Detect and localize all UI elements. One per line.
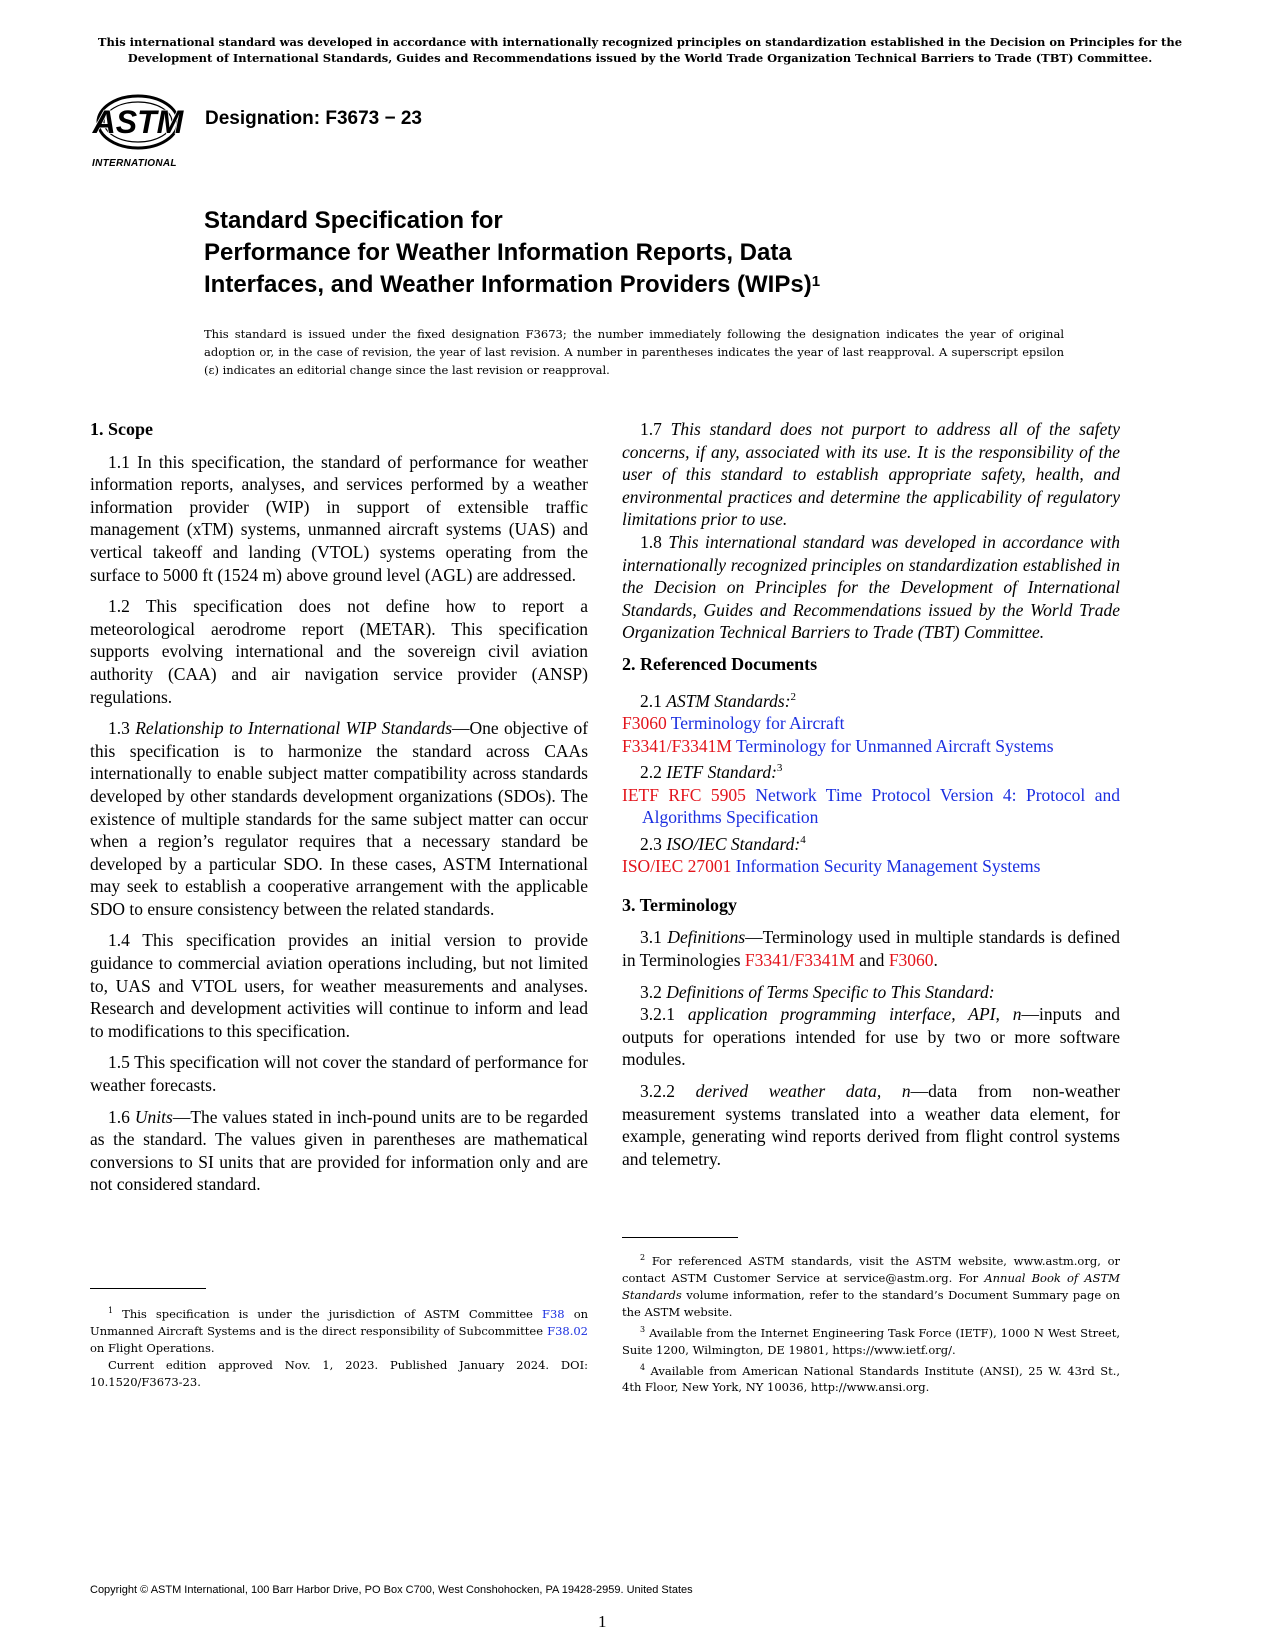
link-f3060[interactable]: F3060 (888, 949, 934, 970)
link-f38-02[interactable]: F38.02 (547, 1323, 588, 1338)
para-1-7: 1.7 This standard does not purport to address all of the safety concerns, if any, associated with its use. It is the responsibility of the user of this standard to establish appropriate safety, health, and environmental practices and determine the applicability of regulatory limitations prior to use. (622, 419, 1120, 530)
footnote-3: $^3$ Available from the Internet Engineering Task Force (IETF), 1000 N West Street, Suite 1200, Wilmington, DE 19801, https://www.ietf.org/. (622, 1324, 1121, 1357)
para-3-1: 3.1 Definitions—Terminology used in multiple standards is defined in Terminologies F3341/F3341M and F3060. (622, 927, 1120, 970)
para-2-2: 2.2 IETF Standard:$^3$ (640, 761, 783, 782)
right-column (622, 418, 1120, 1179)
para-1-3: 1.3 Relationship to International WIP Standards—One objective of this specification is to harmonize the standard across CAAs internationally to enable subject matter compatibility across standards developed by other standards development organizations (SDOs). The existence of multiple standards for the same subject matter can occur when a region’s regulator requires that a necessary standard be developed by a particular SDO. In these cases, ASTM International may seek to establish a cooperative arrangement with the applicable SDO to ensure consistency between the related standards. (90, 718, 589, 919)
para-1-5: 1.5 This specification will not cover the standard of performance for weather forecasts. (90, 1052, 588, 1096)
footnotes-left (90, 1302, 588, 1391)
title-footnote-mark: 1 (811, 273, 821, 290)
ref-f3341[interactable]: F3341/F3341M Terminology for Unmanned Aircraft Systems (622, 735, 1054, 756)
astm-logo-subtitle: INTERNATIONAL (92, 158, 177, 169)
section-2-heading: 2. Referenced Documents (622, 653, 818, 674)
para-1-4: 1.4 This specification provides an initial version to provide guidance to commercial aviation operations including, but not limited to, UAS and VTOL users, for weather measurements and analyses. Research and development activities will continue to inform and lead to modifications to this specification. (90, 930, 588, 1041)
document-title (204, 205, 1104, 301)
copyright-line: Copyright © ASTM International, 100 Barr Harbor Drive, PO Box C700, West Conshohocken, PA 19428-2959. United States (90, 1584, 693, 1596)
para-3-2: 3.2 Definitions of Terms Specific to This Standard: (640, 981, 995, 1002)
para-1-6: 1.6 Units—The values stated in inch-pound units are to be regarded as the standard. The values given in parentheses are mathematical conversions to SI units that are provided for information only and are not considered standard. (90, 1106, 588, 1195)
link-f38[interactable]: F38 (542, 1306, 565, 1321)
title-line-3-text: Interfaces, and Weather Information Providers (WIPs) (204, 271, 812, 298)
ref-iso-27001[interactable]: ISO/IEC 27001 Information Security Management Systems (622, 856, 1041, 877)
designation: Designation: F3673 − 23 (205, 108, 422, 129)
ref-f3060[interactable]: F3060 Terminology for Aircraft (622, 712, 845, 733)
section-3-heading: 3. Terminology (622, 894, 738, 915)
section-1-heading: 1. Scope (90, 419, 153, 439)
para-3-2-1: 3.2.1 application programming interface, API, n—inputs and outputs for operations intended for use by two or more software modules. (622, 1004, 1120, 1070)
title-line-2: Performance for Weather Information Reports, Data (204, 239, 792, 266)
para-2-1: 2.1 ASTM Standards:$^2$ (640, 690, 797, 711)
title-line-1: Standard Specification for (204, 207, 503, 234)
footnotes-right (622, 1249, 1120, 1396)
para-1-8: 1.8 This international standard was developed in accordance with internationally recognized principles on standardization established in the Decision on Principles for the Development of International Standards, Guides and Recommendations issued by the World Trade Organization Technical Barriers to Trade (TBT) Committee. (622, 531, 1121, 643)
page-number: 1 (598, 1612, 607, 1631)
footnote-1: $^1$ This specification is under the jurisdiction of ASTM Committee F38 on Unmanned Aircraft Systems and is the direct responsibility of Subcommittee F38.02 on Flight Operations. (90, 1306, 589, 1355)
footnote-4: $^4$ Available from American National Standards Institute (ANSI), 25 W. 43rd St., 4th Floor, New York, NY 10036, http://www.ansi.org. (622, 1362, 1120, 1395)
astm-logo-letters: ASTM (92, 104, 184, 140)
link-f3341[interactable]: F3341/F3341M (744, 949, 855, 970)
ref-ietf-rfc-5905[interactable]: IETF RFC 5905 Network Time Protocol Version 4: Protocol and Algorithms Specification (622, 784, 1121, 828)
left-column (90, 418, 588, 1205)
wto-notice: This international standard was developed in accordance with internationally recognized principles on standardization established in the Decision on Principles for the Development of International Standards, Guides and Recommendations issued by the World Trade Organization Technical Barriers to Trade (TBT) Committee. (97, 35, 1183, 65)
issued-note: This standard is issued under the fixed designation F3673; the number immediately following the designation indicates the year of original adoption or, in the case of revision, the year of last revision. A number in parentheses indicates the year of last reapproval. A superscript epsilon (ε) indicates an editorial change since the last revision or reapproval. (204, 327, 1064, 377)
para-1-2: 1.2 This specification does not define how to report a meteorological aerodrome report (METAR). This specification supports evolving international and the sovereign civil aviation authority (CAA) and air navigation service provider (ANSP) regulations. (90, 596, 588, 707)
para-1-1: 1.1 In this specification, the standard of performance for weather information reports, analyses, and services performed by a weather information provider (WIP) in support of extensible traffic management (xTM) systems, unmanned aircraft systems (UAS) and vertical takeoff and landing (VTOL) systems operating from the surface to 5000 ft (1524 m) above ground level (AGL) are addressed. (90, 451, 588, 585)
footnote-1-edition: Current edition approved Nov. 1, 2023. Published January 2024. DOI: 10.1520/F3673-23. (90, 1357, 588, 1389)
title-line-3 (204, 269, 1104, 301)
para-2-3: 2.3 ISO/IEC Standard:$^4$ (640, 833, 806, 854)
footnote-rule-left (90, 1288, 206, 1289)
footnote-2: $^2$ For referenced ASTM standards, visit the ASTM website, www.astm.org, or contact ASTM Customer Service at service@astm.org. For Annual Book of ASTM Standards volume information, refer to the standard’s Document Summary page on the ASTM website. (622, 1253, 1121, 1319)
para-3-2-2: 3.2.2 derived weather data, n—data from non-weather measurement systems translated into a weather data element, for example, generating wind reports derived from flight control systems and telemetry. (622, 1080, 1121, 1169)
footnote-rule-right (622, 1237, 738, 1238)
